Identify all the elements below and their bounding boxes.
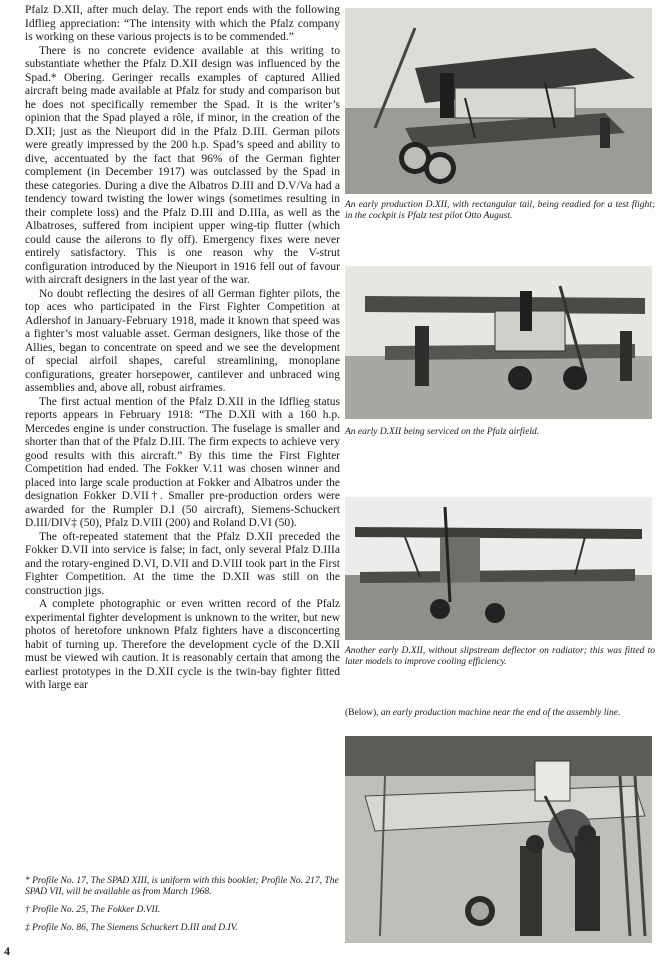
paragraph: A complete photographic or even written record of the Pfalz experimental fighter development is unknown to the writer, but new photos of heretofore unknown Pfalz fighters have a disconcerting habit of turning up. Therefore the development cycle of the D.XII must be viewed wih caution. It is reasonably certain that among the earliest prototypes in the D.XII cycle is the twin-bay fighter fitted with large ear <box>25 598 340 691</box>
page-number: 4 <box>4 944 10 958</box>
paragraph: The first actual mention of the Pfalz D.XII in the Idflieg status reports appears in February 1918: “The D.XII with a 160 h.p. Mercedes engine is under construction. The fuselage is smaller and shorter than that of the Pfalz D.III. The firm expects to achieve very good results with this aircraft.” By this time the First Fighter Competition had ended. The Fokker V.11 was chosen winner and placed into large scale production at Fokker and Albatros under the designation Fokker D.VII†. Smaller pre-production orders were awarded for the Rumpler D.I (50 aircraft), Siemens-Schuckert D.III/DIV‡ (50), Pfalz D.VIII (200) and Roland D.VI (50). <box>25 395 340 529</box>
paragraph: The oft-repeated statement that the Pfalz D.XII preceded the Fokker D.VII into service is false; in fact, only several Pfalz D.IIIa and the rotary-engined D.VI, D.VII and D.VIII took part in the First Fighter Competition. At the time the D.XII was still on the construction jigs. <box>25 530 340 597</box>
body-text-column <box>25 4 340 693</box>
caption-photo-1: An early production D.XII, with rectangular tail, being readied for a test flight; in the cockpit is Pfalz test pilot Otto August. <box>345 200 655 221</box>
caption-text: an early production machine near the end of the assembly line. <box>378 708 621 718</box>
caption-photo-3: Another early D.XII, without slipstream deflector on radiator; this was fitted to later models to improve cooling efficiency. <box>345 646 655 667</box>
footnote: † Profile No. 25, The Fokker D.VII. <box>25 905 161 915</box>
biplane-photo-illustration <box>345 266 652 419</box>
footnote: * Profile No. 17, The SPAD XIII, is uniform with this booklet; Profile No. 217, The SPAD VII, will be available as from March 1968. <box>25 876 339 897</box>
caption-lead: (Below), <box>345 708 379 718</box>
paragraph: No doubt reflecting the desires of all German fighter pilots, the top aces who participated in the First Fighter Competition at Adlershof in January-February 1918, made it known that speed was a fighter’s most valuable asset. German designers, like those of the Allies, began to concentrate on speed and we see the development of special airfoil shapes, careful streamlining, monoplane configurations, greater horsepower, cantilever and unbraced wing assemblies and, above all, robust airframes. <box>25 287 340 394</box>
caption-photo-2: An early D.XII being serviced on the Pfalz airfield. <box>345 427 540 437</box>
footnotes <box>25 876 340 941</box>
photo-aircraft-radiator <box>345 497 652 640</box>
footnote: ‡ Profile No. 86, The Siemens Schuckert D.III and D.IV. <box>25 923 238 933</box>
paragraph: There is no concrete evidence available at this writing to substantiate whether the Pfalz D.XII design was influenced by the Spad.* Obering. Geringer recalls examples of captured Allied aircraft being made available at Pfalz for study and comparison but he does not specifically remember the Spad. It is the writer’s opinion that the Spad played a rôle, if minor, in the creation of the D.XII; just as the Nieuport did in the Pfalz D.III. German pilots were greatly impressed by the 200 h.p. Spad’s speed and ability to dive, accentuated by the fact that 96% of the German fighter complement (in December 1917) was outclassed by the Spad in these categories. During a dive the Albatros D.III and D.V/Va had a tendency toward twisting the lower wings (sometimes resulting in their complete loss) and the Pfalz D.III and D.IIIa, as well as the Albatroses, suffered from incipient upper wing-tip flutter (which could cause the ailerons to fly off). Emergency fixes were never entirely satisfactory. This is one reason why the V-strut configuration introduced by the Nieuport in 1916 fell out of favour with aircraft designers in the last year of the war. <box>25 44 340 286</box>
biplane-photo-illustration <box>345 8 652 194</box>
caption-photo-4 <box>345 708 655 719</box>
photo-assembly-line <box>345 736 652 943</box>
photo-aircraft-serviced <box>345 266 652 419</box>
biplane-photo-illustration <box>345 497 652 640</box>
photo-aircraft-test-flight <box>345 8 652 194</box>
paragraph: Pfalz D.XII, after much delay. The report ends with the following Idflieg appreciation: “The intensity with which the Pfalz company is working on these various projects is to be commended.” <box>25 4 340 43</box>
assembly-photo-illustration <box>345 736 652 943</box>
